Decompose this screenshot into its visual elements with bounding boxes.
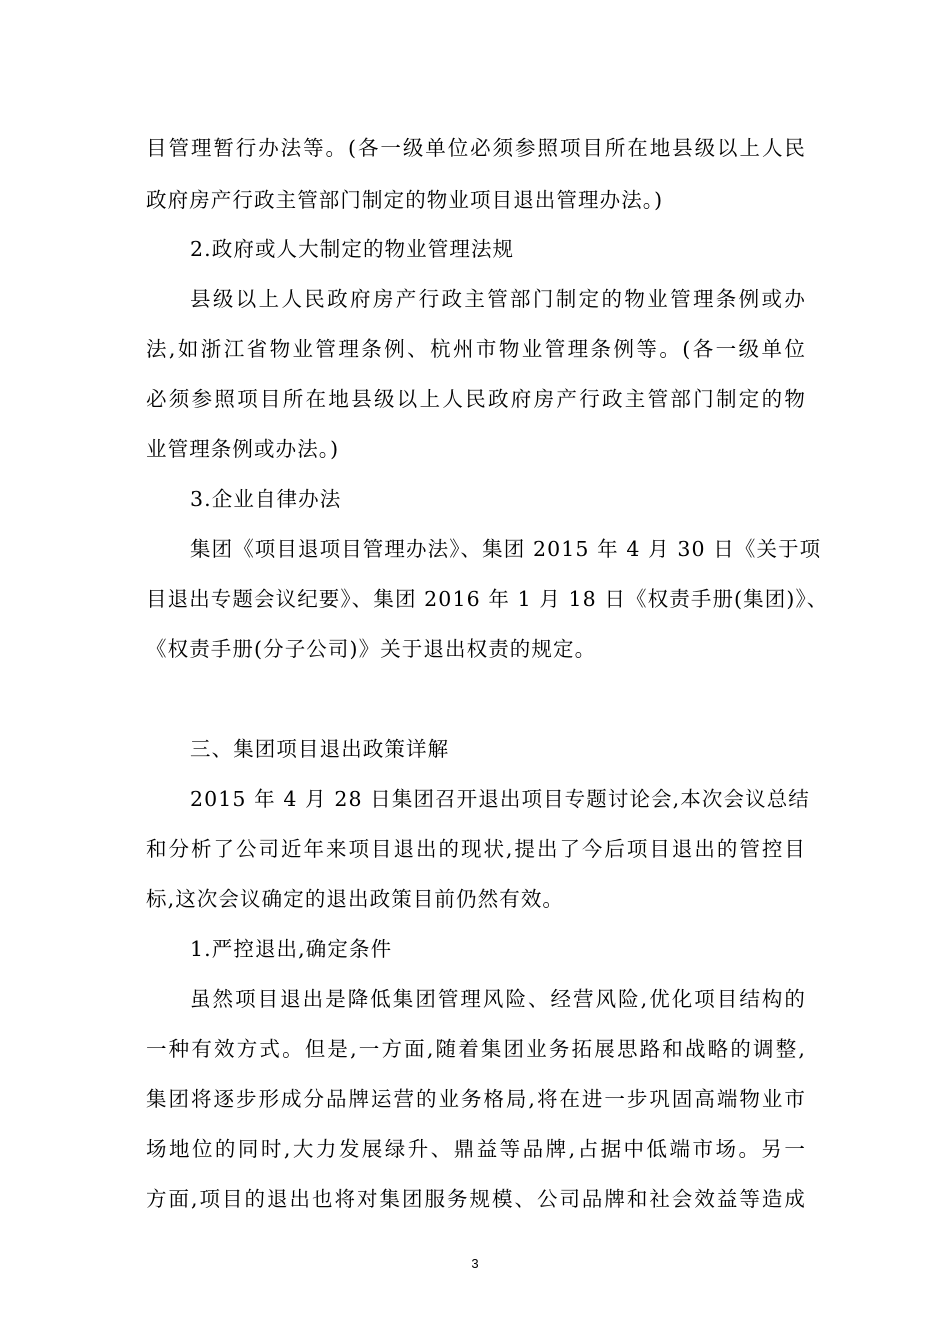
section-heading: 1.严控退出,确定条件 (190, 937, 393, 961)
text-line: 必须参照项目所在地县级以上人民政府房产行政主管部门制定的物 (146, 387, 806, 411)
chapter-heading: 三、集团项目退出政策详解 (190, 737, 450, 761)
section-heading: 3.企业自律办法 (190, 487, 342, 511)
text-line: 虽然项目退出是降低集团管理风险、经营风险,优化项目结构的 (190, 987, 806, 1011)
text-line: 标,这次会议确定的退出政策目前仍然有效。 (146, 887, 565, 911)
text-line: 集团《项目退项目管理办法》、集团 2015 年 4 月 30 日《关于项 (190, 537, 822, 561)
section-heading: 2.政府或人大制定的物业管理法规 (190, 237, 515, 261)
text-line: 目管理暂行办法等。(各一级单位必须参照项目所在地县级以上人民 (146, 136, 806, 160)
text-line: 一种有效方式。但是,一方面,随着集团业务拓展思路和战略的调整, (146, 1037, 806, 1061)
text-line: 场地位的同时,大力发展绿升、鼎益等品牌,占据中低端市场。另一 (146, 1137, 806, 1161)
page-number: 3 (471, 1256, 479, 1271)
text-line: 集团将逐步形成分品牌运营的业务格局,将在进一步巩固高端物业市 (146, 1087, 806, 1111)
text-line: 方面,项目的退出也将对集团服务规模、公司品牌和社会效益等造成 (146, 1187, 806, 1211)
text-line: 2015 年 4 月 28 日集团召开退出项目专题讨论会,本次会议总结 (190, 787, 810, 811)
text-line: 目退出专题会议纪要》、集团 2016 年 1 月 18 日《权责手册(集团)》、 (146, 587, 829, 611)
text-line: 县级以上人民政府房产行政主管部门制定的物业管理条例或办 (190, 287, 806, 311)
text-line: 业管理条例或办法。) (146, 437, 340, 461)
text-line: 《权责手册(分子公司)》关于退出权责的规定。 (146, 637, 597, 661)
text-line: 政府房产行政主管部门制定的物业项目退出管理办法。) (146, 188, 664, 212)
text-line: 和分析了公司近年来项目退出的现状,提出了今后项目退出的管控目 (146, 837, 806, 861)
text-line: 法,如浙江省物业管理条例、杭州市物业管理条例等。(各一级单位 (146, 337, 806, 361)
